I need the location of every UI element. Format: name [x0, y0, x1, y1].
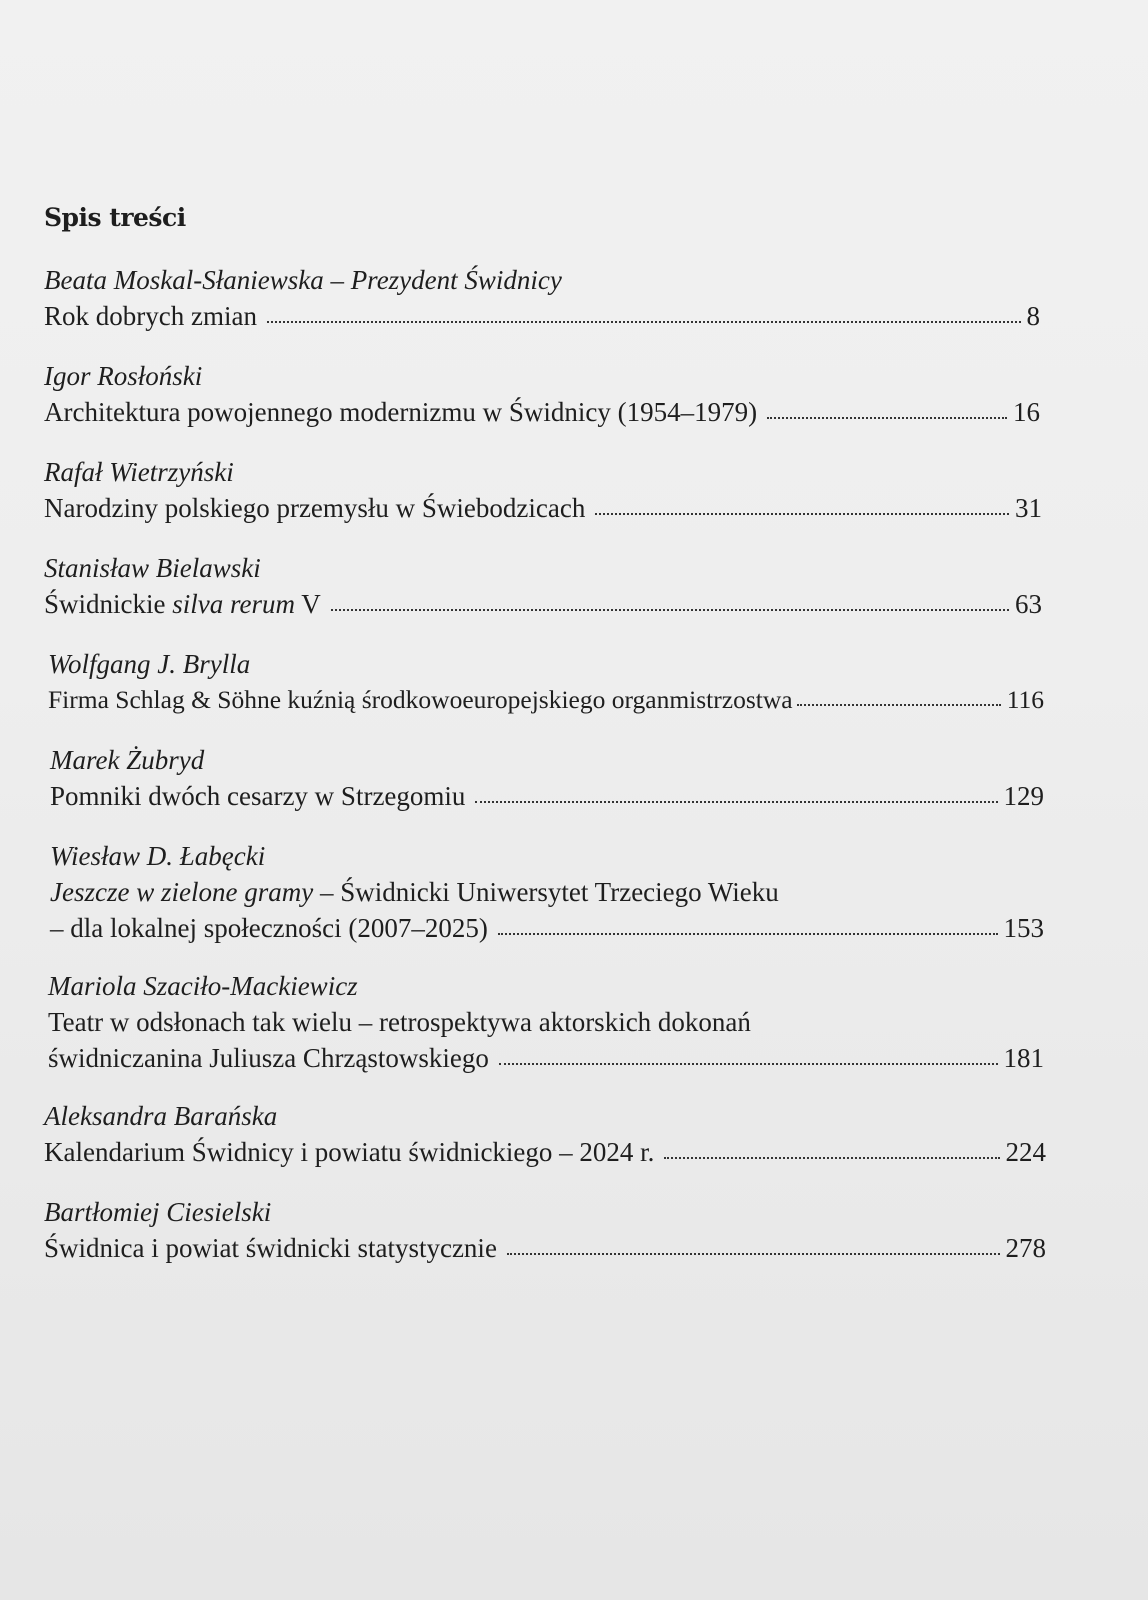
entry-title: [50, 874, 779, 910]
entry-page: 16: [1013, 397, 1040, 427]
entry-author: Beata Moskal-Słaniewska – Prezydent Świdnicy: [44, 265, 562, 295]
entry-author: Bartłomiej Ciesielski: [44, 1197, 272, 1227]
entry-page: 278: [1005, 1233, 1046, 1263]
entry-title: Pomniki dwóch cesarzy w Strzegomiu: [50, 781, 466, 811]
entry-title-line: [48, 1004, 1044, 1040]
entry-title-part: Świdnickie: [44, 589, 173, 619]
entry-title-line: [50, 874, 1044, 910]
entry-title-italic: Jeszcze w zielone gramy: [50, 877, 314, 907]
entry-page: 181: [1003, 1043, 1044, 1073]
entry-title-part: – Świdnicki Uniwersytet Trzeciego Wieku: [313, 877, 779, 907]
entry-title: Rok dobrych zmian: [44, 301, 257, 331]
toc-entry: [50, 838, 1044, 946]
entry-title: [44, 586, 321, 622]
entry-author: Rafał Wietrzyński: [44, 457, 234, 487]
dot-leader: [475, 801, 997, 803]
entry-title-line: [50, 778, 1044, 814]
entry-author: Wiesław D. Łabęcki: [50, 841, 266, 871]
entry-page: 129: [1003, 781, 1044, 811]
dot-leader: [507, 1253, 1000, 1255]
dot-leader: [498, 933, 998, 935]
dot-leader: [331, 609, 1009, 611]
entry-page: 224: [1005, 1137, 1046, 1167]
toc-entry: [44, 1098, 1046, 1170]
entry-title: Firma Schlag & Söhne kuźnią środkowoeuropejskiego organmistrzostwa: [48, 685, 793, 714]
entry-title-line: [48, 682, 1044, 718]
entry-title-cont: świdniczanina Juliusza Chrząstowskiego: [48, 1043, 489, 1073]
dot-leader: [664, 1157, 999, 1159]
entry-page: 116: [1006, 685, 1044, 714]
toc-entry: [44, 1194, 1046, 1266]
entry-title-italic: silva rerum: [172, 589, 295, 619]
entry-title-line: [50, 910, 1044, 946]
dot-leader: [797, 704, 1001, 706]
toc-entry: [48, 968, 1044, 1076]
entry-author: Mariola Szaciło-Mackiewicz: [48, 971, 358, 1001]
dot-leader: [595, 513, 1009, 515]
toc-entry: [44, 454, 1042, 526]
entry-title: Architektura powojennego modernizmu w Świdnicy (1954–1979): [44, 397, 758, 427]
entry-title-line: [44, 586, 1042, 622]
toc-entry: [44, 550, 1042, 622]
entry-page: 153: [1003, 913, 1044, 943]
entry-page: 31: [1015, 493, 1042, 523]
dot-leader: [267, 321, 1021, 323]
entry-title-line: [44, 1230, 1046, 1266]
entry-author: Aleksandra Barańska: [44, 1101, 278, 1131]
entry-title: Kalendarium Świdnicy i powiatu świdnickiego – 2024 r.: [44, 1137, 655, 1167]
entry-title-line: [44, 490, 1042, 526]
entry-title: Narodziny polskiego przemysłu w Świebodzicach: [44, 493, 586, 523]
entry-title-line: [44, 394, 1040, 430]
entry-title: Świdnica i powiat świdnicki statystycznie: [44, 1233, 497, 1263]
entry-author: Igor Rosłoński: [44, 361, 203, 391]
dot-leader: [499, 1063, 998, 1065]
entry-title-line: [48, 1040, 1044, 1076]
toc-entry: [44, 262, 1040, 334]
toc-entry: [48, 646, 1044, 718]
entry-author: Stanisław Bielawski: [44, 553, 261, 583]
entry-page: 63: [1015, 589, 1042, 619]
entry-author: Marek Żubryd: [50, 745, 205, 775]
entry-title-line: [44, 1134, 1046, 1170]
toc-heading: Spis treści: [44, 203, 186, 232]
entry-title: Teatr w odsłonach tak wielu – retrospektywa aktorskich dokonań: [48, 1007, 751, 1037]
entry-author: Wolfgang J. Brylla: [48, 649, 251, 679]
dot-leader: [767, 417, 1007, 419]
entry-title-line: [44, 298, 1040, 334]
entry-title-cont: – dla lokalnej społeczności (2007–2025): [50, 913, 488, 943]
toc-entry: [50, 742, 1044, 814]
entry-page: 8: [1026, 301, 1040, 331]
toc-entry: [44, 358, 1040, 430]
entry-title-part: V: [295, 589, 321, 619]
